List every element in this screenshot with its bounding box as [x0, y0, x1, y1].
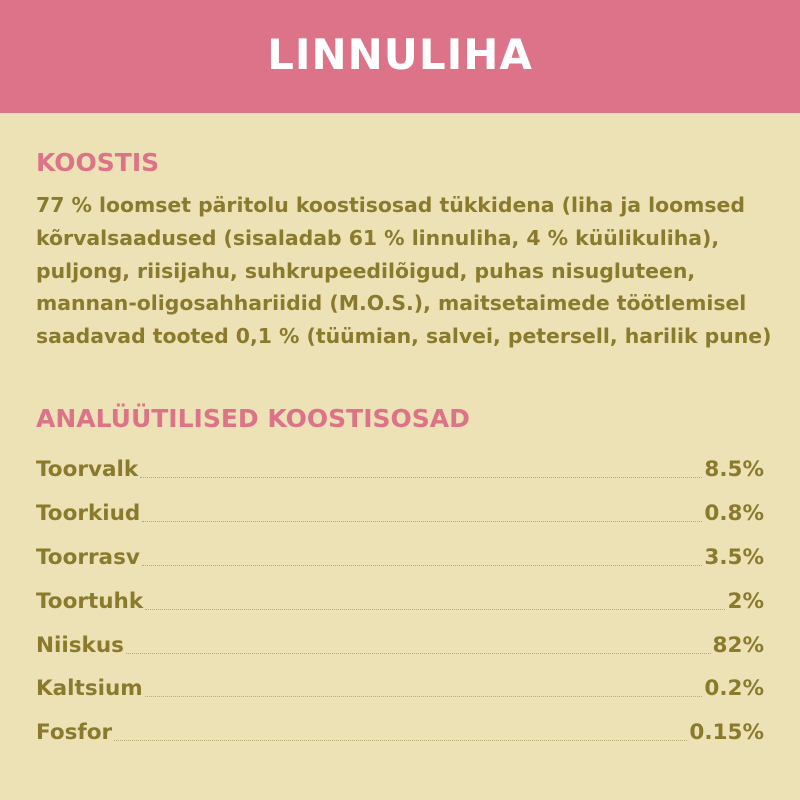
dotted-leader	[142, 521, 702, 522]
constituent-value: 0.15%	[689, 720, 764, 746]
list-item	[36, 623, 764, 667]
constituent-label: Toorrasv	[36, 544, 140, 570]
constituent-value: 3.5%	[704, 544, 764, 570]
dotted-leader	[114, 740, 687, 741]
dotted-leader	[126, 653, 711, 654]
list-item	[36, 667, 764, 711]
list-item	[36, 579, 764, 623]
dotted-leader	[142, 565, 702, 566]
list-item	[36, 448, 764, 492]
composition-heading: KOOSTIS	[36, 148, 160, 177]
dotted-leader	[145, 696, 703, 697]
page-title: LINNULIHA	[267, 29, 533, 79]
constituent-value: 0.2%	[704, 676, 764, 702]
constituent-value: 8.5%	[704, 457, 764, 483]
constituent-value: 82%	[712, 632, 764, 658]
constituent-label: Toorvalk	[36, 457, 139, 483]
constituent-value: 0.8%	[704, 501, 764, 527]
list-item	[36, 536, 764, 580]
list-item	[36, 492, 764, 536]
analytical-constituents-heading: ANALÜÜTILISED KOOSTISOSAD	[36, 404, 470, 433]
constituent-label: Toorkiud	[36, 501, 141, 527]
list-item	[36, 711, 764, 755]
constituent-value: 2%	[727, 588, 764, 614]
constituent-label: Kaltsium	[36, 676, 143, 702]
constituent-label: Toortuhk	[36, 588, 144, 614]
header-banner	[0, 0, 800, 113]
composition-text: 77 % loomset päritolu koostisosad tükkidena (liha ja loomsed kõrvalsaadused (sisaladab 61 % linnuliha, 4 % küülikuliha), puljong, riisijahu, suhkrupeedilõigud, puhas nisugluteen, mannan-oligosahhariidid (M.O.S.), maitsetaimede töötlemisel saadavad tooted 0,1 % (tüümian, salvei, petersell, harilik pune)	[36, 193, 772, 349]
analytical-constituents-list	[36, 448, 764, 755]
constituent-label: Niiskus	[36, 632, 124, 658]
constituent-label: Fosfor	[36, 720, 113, 746]
dotted-leader	[145, 609, 725, 610]
dotted-leader	[140, 477, 702, 478]
